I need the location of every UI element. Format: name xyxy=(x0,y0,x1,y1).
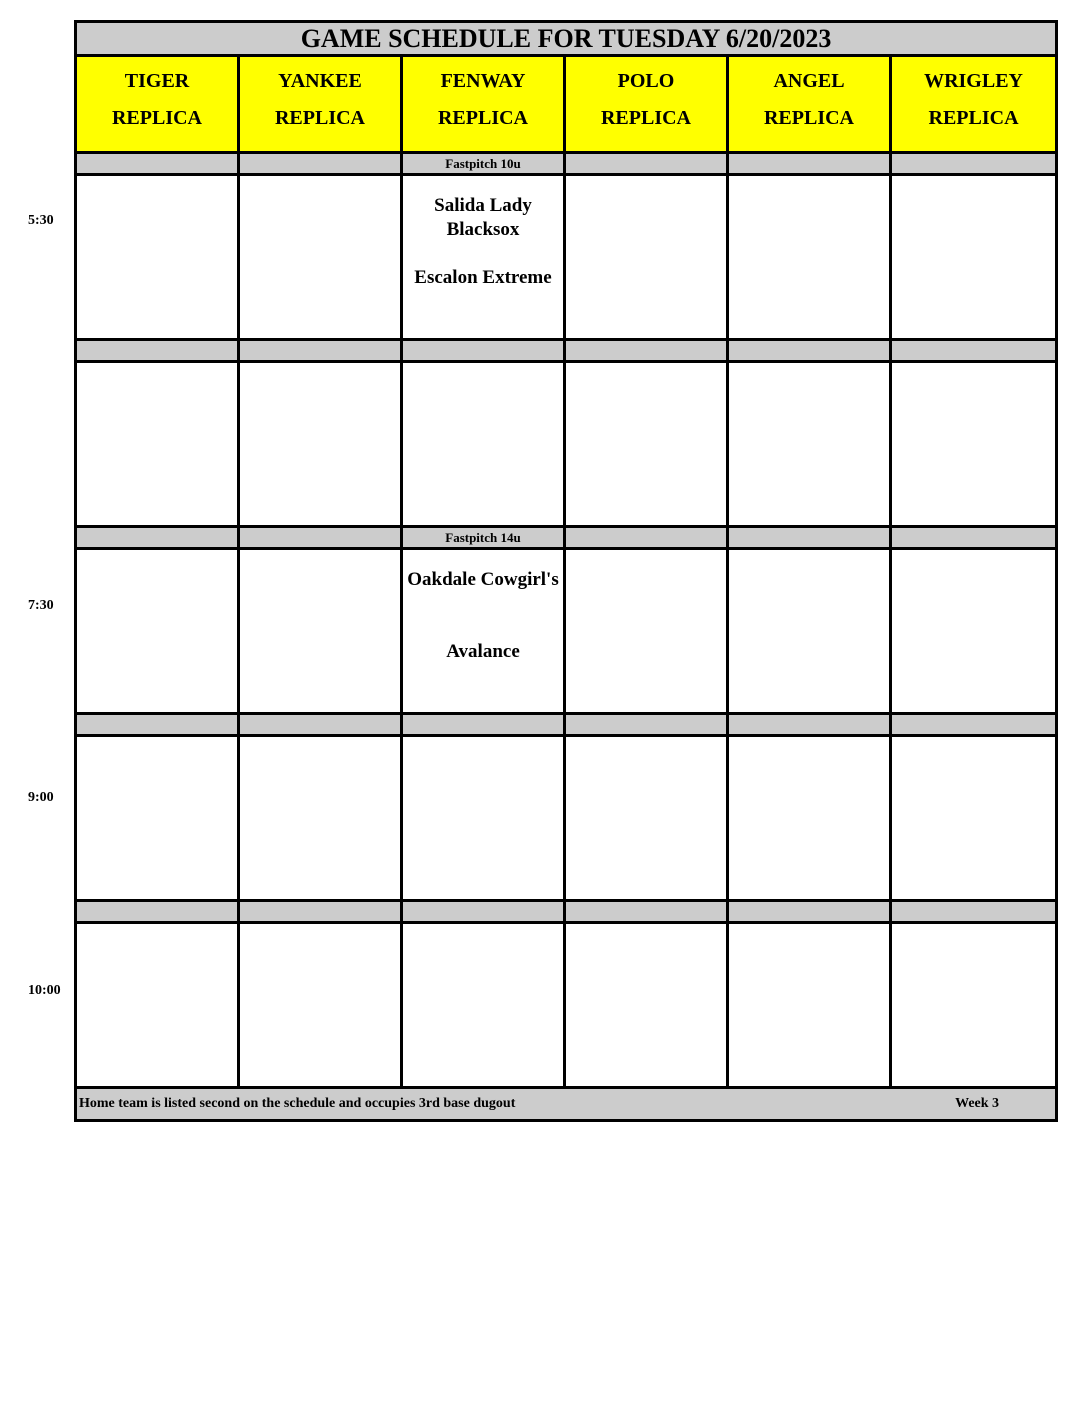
division-row xyxy=(76,901,1057,923)
game-cell xyxy=(728,362,891,527)
field-name: POLO xyxy=(617,70,675,92)
away-team xyxy=(566,942,726,990)
home-team: Escalon Extreme xyxy=(414,267,552,288)
field-header-fenway xyxy=(402,56,565,153)
game-cell xyxy=(239,175,402,340)
game-cell xyxy=(565,362,728,527)
division-label xyxy=(565,714,728,736)
game-cell xyxy=(76,549,239,714)
division-label xyxy=(76,714,239,736)
away-team xyxy=(240,381,400,429)
game-cell xyxy=(402,736,565,901)
game-row xyxy=(76,549,1057,714)
division-label xyxy=(728,527,891,549)
division-label xyxy=(891,527,1057,549)
division-label xyxy=(891,901,1057,923)
field-header-yankee xyxy=(239,56,402,153)
away-team xyxy=(566,194,726,242)
away-team xyxy=(566,381,726,429)
away-team: Oakdale Cowgirl's xyxy=(407,569,559,590)
away-team xyxy=(77,568,237,616)
schedule-table xyxy=(74,20,1058,1122)
division-label xyxy=(402,901,565,923)
field-subname: REPLICA xyxy=(437,107,528,129)
field-name: WRIGLEY xyxy=(924,70,1023,92)
time-label-730: 7:30 xyxy=(28,598,54,613)
game-cell xyxy=(728,736,891,901)
away-team xyxy=(892,568,1055,616)
division-label xyxy=(239,714,402,736)
game-cell xyxy=(891,362,1057,527)
game-cell xyxy=(565,923,728,1088)
game-cell xyxy=(76,362,239,527)
field-subname: REPLICA xyxy=(600,107,691,129)
away-team xyxy=(729,381,889,429)
game-cell xyxy=(565,549,728,714)
game-cell xyxy=(239,549,402,714)
division-label xyxy=(239,340,402,362)
division-label xyxy=(565,527,728,549)
game-cell xyxy=(565,175,728,340)
away-team xyxy=(240,942,400,990)
title-row xyxy=(76,22,1057,56)
away-team xyxy=(729,755,889,803)
division-label xyxy=(76,153,239,175)
game-cell xyxy=(891,923,1057,1088)
division-label xyxy=(728,153,891,175)
footer xyxy=(76,1088,1057,1121)
footer-row xyxy=(76,1088,1057,1121)
division-label xyxy=(76,340,239,362)
game-cell xyxy=(76,175,239,340)
away-team xyxy=(566,568,726,616)
field-name: ANGEL xyxy=(773,70,845,92)
away-team xyxy=(77,755,237,803)
game-cell xyxy=(239,362,402,527)
division-row xyxy=(76,340,1057,362)
division-label xyxy=(402,714,565,736)
game-cell xyxy=(402,923,565,1088)
division-label xyxy=(239,527,402,549)
week-label: Week 3 xyxy=(955,1096,1000,1111)
division-row xyxy=(76,714,1057,736)
game-row xyxy=(76,923,1057,1088)
away-team xyxy=(403,381,563,429)
away-team xyxy=(403,942,563,990)
away-team xyxy=(240,568,400,616)
away-team xyxy=(729,194,889,242)
away-team xyxy=(729,942,889,990)
away-team xyxy=(892,194,1055,242)
home-team-note: Home team is listed second on the schedule and occupies 3rd base dugout xyxy=(79,1096,516,1111)
game-row xyxy=(76,175,1057,340)
field-subname: REPLICA xyxy=(763,107,854,129)
division-label: Fastpitch 10u xyxy=(402,153,565,175)
away-team: Salida Lady Blacksox xyxy=(434,195,532,240)
division-label xyxy=(728,340,891,362)
home-team: Avalance xyxy=(446,641,520,662)
field-header-row xyxy=(76,56,1057,153)
field-subname: REPLICA xyxy=(928,107,1019,129)
game-cell xyxy=(239,923,402,1088)
division-label xyxy=(891,714,1057,736)
game-cell xyxy=(402,362,565,527)
away-team xyxy=(566,755,726,803)
division-label xyxy=(565,340,728,362)
division-label xyxy=(728,714,891,736)
field-name: FENWAY xyxy=(440,70,526,92)
away-team xyxy=(77,942,237,990)
away-team xyxy=(240,194,400,242)
field-subname: REPLICA xyxy=(111,107,202,129)
away-team xyxy=(892,942,1055,990)
division-label xyxy=(565,153,728,175)
game-cell xyxy=(728,923,891,1088)
field-header-angel xyxy=(728,56,891,153)
division-row xyxy=(76,527,1057,549)
division-label xyxy=(239,153,402,175)
division-label xyxy=(402,340,565,362)
game-cell xyxy=(76,923,239,1088)
division-label xyxy=(239,901,402,923)
game-cell xyxy=(76,736,239,901)
division-label xyxy=(76,901,239,923)
field-name: YANKEE xyxy=(278,70,362,92)
field-subname: REPLICA xyxy=(274,107,365,129)
time-label-530: 5:30 xyxy=(28,213,54,228)
field-header-tiger xyxy=(76,56,239,153)
division-label xyxy=(76,527,239,549)
away-team xyxy=(729,568,889,616)
field-header-polo xyxy=(565,56,728,153)
game-row xyxy=(76,736,1057,901)
division-label xyxy=(891,153,1057,175)
division-label xyxy=(728,901,891,923)
division-label xyxy=(891,340,1057,362)
game-cell xyxy=(891,175,1057,340)
game-cell xyxy=(239,736,402,901)
game-cell xyxy=(728,549,891,714)
game-cell xyxy=(402,175,565,340)
away-team xyxy=(77,194,237,242)
away-team xyxy=(240,755,400,803)
game-row xyxy=(76,362,1057,527)
away-team xyxy=(892,755,1055,803)
game-cell xyxy=(402,549,565,714)
time-label-1000: 10:00 xyxy=(28,983,61,998)
field-name: TIGER xyxy=(124,70,190,92)
time-label-900: 9:00 xyxy=(28,790,54,805)
game-cell xyxy=(891,736,1057,901)
game-cell xyxy=(728,175,891,340)
division-label xyxy=(565,901,728,923)
schedule-title: GAME SCHEDULE FOR TUESDAY 6/20/2023 xyxy=(76,22,1057,56)
division-label: Fastpitch 14u xyxy=(402,527,565,549)
game-cell xyxy=(891,549,1057,714)
division-row xyxy=(76,153,1057,175)
field-header-wrigley xyxy=(891,56,1057,153)
away-team xyxy=(77,381,237,429)
game-cell xyxy=(565,736,728,901)
away-team xyxy=(892,381,1055,429)
away-team xyxy=(403,755,563,803)
